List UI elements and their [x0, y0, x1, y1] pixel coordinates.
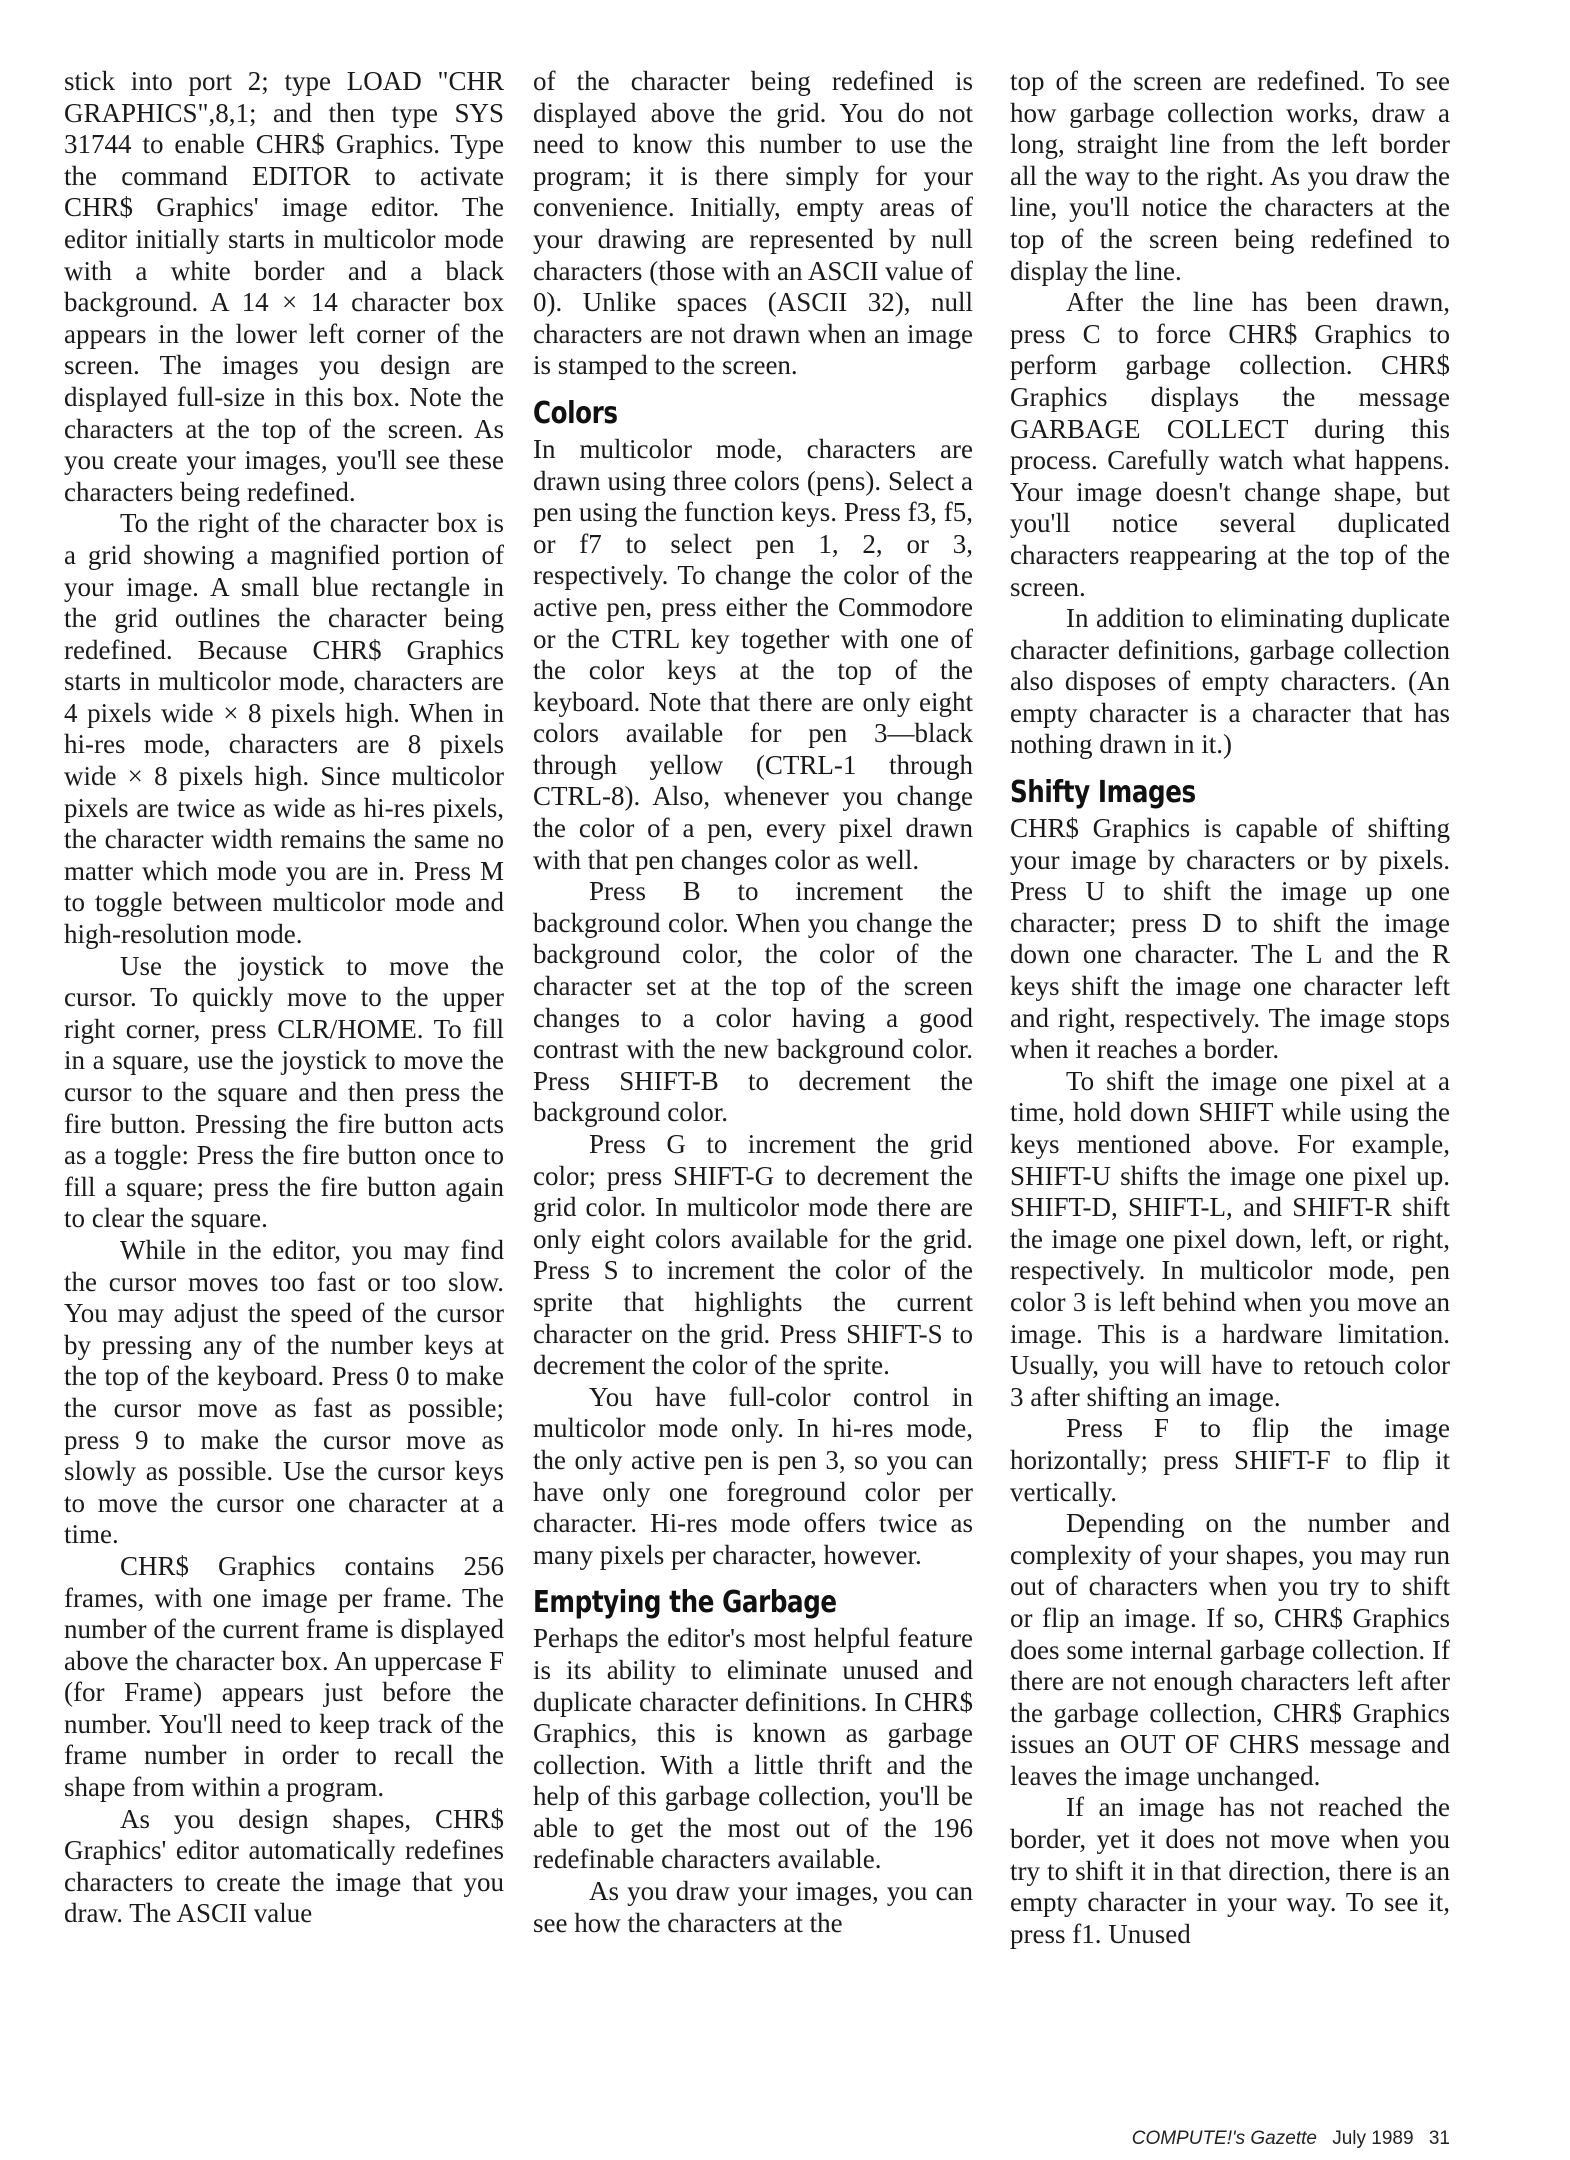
- paragraph: After the line has been drawn, press C to force CHR$ Graphics to perform garbage collection. CHR$ Graphics displays the message GARBAGE COLLECT during this process. Carefully watch what happens. Your image doesn't change shape, but you'll notice several duplicated characters reappearing at the top of the screen.: [1010, 287, 1450, 602]
- paragraph: stick into port 2; type LOAD "CHR GRAPHICS",8,1; and then type SYS 31744 to enable CHR$ Graphics. Type the command EDITOR to activate CHR$ Graphics' image editor. The editor initially starts in multicolor mode with a white border and a black background. A 14 × 14 character box appears in the lower left corner of the screen. The images you design are displayed full-size in this box. Note the characters at the top of the screen. As you create your images, you'll see these characters being redefined.: [64, 66, 504, 507]
- paragraph: CHR$ Graphics contains 256 frames, with one image per frame. The number of the current frame is displayed above the character box. An uppercase F (for Frame) appears just before the number. You'll need to keep track of the frame number in order to recall the shape from within a program.: [64, 1550, 504, 1803]
- issue-date: July 1989: [1332, 2128, 1414, 2149]
- page-footer: [1132, 2128, 1450, 2150]
- paragraph: In multicolor mode, characters are drawn using three colors (pens). Select a pen using the function keys. Press f3, f5, or f7 to select pen 1, 2, or 3, respectively. To change the color of the active pen, press either the Commodore or the CTRL key together with one of the color keys at the top of the keyboard. Note that there are only eight colors available for pen 3—black through yellow (CTRL-1 through CTRL-8). Also, whenever you change the color of a pen, every pixel drawn with that pen changes color as well.: [533, 433, 973, 875]
- paragraph: CHR$ Graphics is capable of shifting your image by characters or by pixels. Press U to shift the image up one character; press D to shift the image down one character. The L and the R keys shift the image one character left and right, respectively. The image stops when it reaches a border.: [1010, 813, 1450, 1065]
- column-2: [533, 66, 973, 1939]
- paragraph: As you design shapes, CHR$ Graphics' editor automatically redefines characters to create the image that you draw. The ASCII value: [64, 1803, 504, 1929]
- paragraph: You have full-color control in multicolor mode only. In hi-res mode, the only active pen is pen 3, so you can have only one foreground color per character. Hi-res mode offers twice as many pixels per character, however.: [533, 1381, 973, 1570]
- paragraph: If an image has not reached the border, yet it does not move when you try to shift it in that direction, there is an empty character in your way. To see it, press f1. Unused: [1010, 1792, 1450, 1949]
- paragraph: While in the editor, you may find the cursor moves too fast or too slow. You may adjust the speed of the cursor by pressing any of the number keys at the top of the keyboard. Press 0 to make the cursor move as fast as possible; press 9 to make the cursor move as slowly as possible. Use the cursor keys to move the cursor one character at a time.: [64, 1234, 504, 1550]
- paragraph: top of the screen are redefined. To see how garbage collection works, draw a long, straight line from the left border all the way to the right. As you draw the line, you'll notice the characters at the top of the screen being redefined to display the line.: [1010, 66, 1450, 286]
- column-1: [64, 66, 504, 1930]
- column-3: [1010, 66, 1450, 1950]
- paragraph: Use the joystick to move the cursor. To quickly move to the upper right corner, press CLR/HOME. To fill in a square, use the joystick to move the cursor to the square and then press the fire button. Pressing the fire button acts as a toggle: Press the fire button once to fill a square; press the fire button again to clear the square.: [64, 950, 504, 1234]
- paragraph: In addition to eliminating duplicate character definitions, garbage collection also disposes of empty characters. (An empty character is a character that has nothing drawn in it.): [1010, 603, 1450, 760]
- paragraph: Press F to flip the image horizontally; press SHIFT-F to flip it vertically.: [1010, 1413, 1450, 1507]
- paragraph: Press B to increment the background color. When you change the background color, the color of the character set at the top of the screen changes to a color having a good contrast with the new background color. Press SHIFT-B to decrement the background color.: [533, 876, 973, 1128]
- magazine-name: COMPUTE!'s Gazette: [1131, 2128, 1317, 2149]
- section-heading: Colors: [533, 395, 618, 431]
- section-heading: Emptying the Garbage: [533, 1585, 837, 1621]
- page-number: 31: [1428, 2128, 1450, 2149]
- paragraph: To the right of the character box is a grid showing a magnified portion of your image. A small blue rectangle in the grid outlines the character being redefined. Because CHR$ Graphics starts in multicolor mode, characters are 4 pixels wide × 8 pixels high. When in hi-res mode, characters are 8 pixels wide × 8 pixels high. Since multicolor pixels are twice as wide as hi-res pixels, the character width remains the same no matter which mode you are in. Press M to toggle between multicolor mode and high-resolution mode.: [64, 508, 504, 950]
- paragraph: Depending on the number and complexity of your shapes, you may run out of characters when you try to shift or flip an image. If so, CHR$ Graphics does some internal garbage collection. If there are not enough characters left after the garbage collection, CHR$ Graphics issues an OUT OF CHRS message and leaves the image unchanged.: [1010, 1508, 1450, 1791]
- paragraph: of the character being redefined is displayed above the grid. You do not need to know this number to use the program; it is there simply for your convenience. Initially, empty areas of your drawing are represented by null characters (those with an ASCII value of 0). Unlike spaces (ASCII 32), null characters are not drawn when an image is stamped to the screen.: [533, 66, 973, 381]
- paragraph: As you draw your images, you can see how the characters at the: [533, 1876, 973, 1938]
- paragraph: To shift the image one pixel at a time, hold down SHIFT while using the keys mentioned above. For example, SHIFT-U shifts the image one pixel up. SHIFT-D, SHIFT-L, and SHIFT-R shift the image one pixel down, left, or right, respectively. In multicolor mode, pen color 3 is left behind when you move an image. This is a hardware limitation. Usually, you will have to retouch color 3 after shifting an image.: [1010, 1065, 1450, 1412]
- section-heading: Shifty Images: [1010, 775, 1196, 811]
- paragraph: Perhaps the editor's most helpful feature is its ability to eliminate unused and duplicate character definitions. In CHR$ Graphics, this is known as garbage collection. With a little thrift and the help of this garbage collection, you'll be able to get the most out of the 196 redefinable characters available.: [533, 1623, 973, 1875]
- paragraph: Press G to increment the grid color; press SHIFT-G to decrement the grid color. In multicolor mode there are only eight colors available for the grid. Press S to increment the color of the sprite that highlights the current character on the grid. Press SHIFT-S to decrement the color of the sprite.: [533, 1129, 973, 1381]
